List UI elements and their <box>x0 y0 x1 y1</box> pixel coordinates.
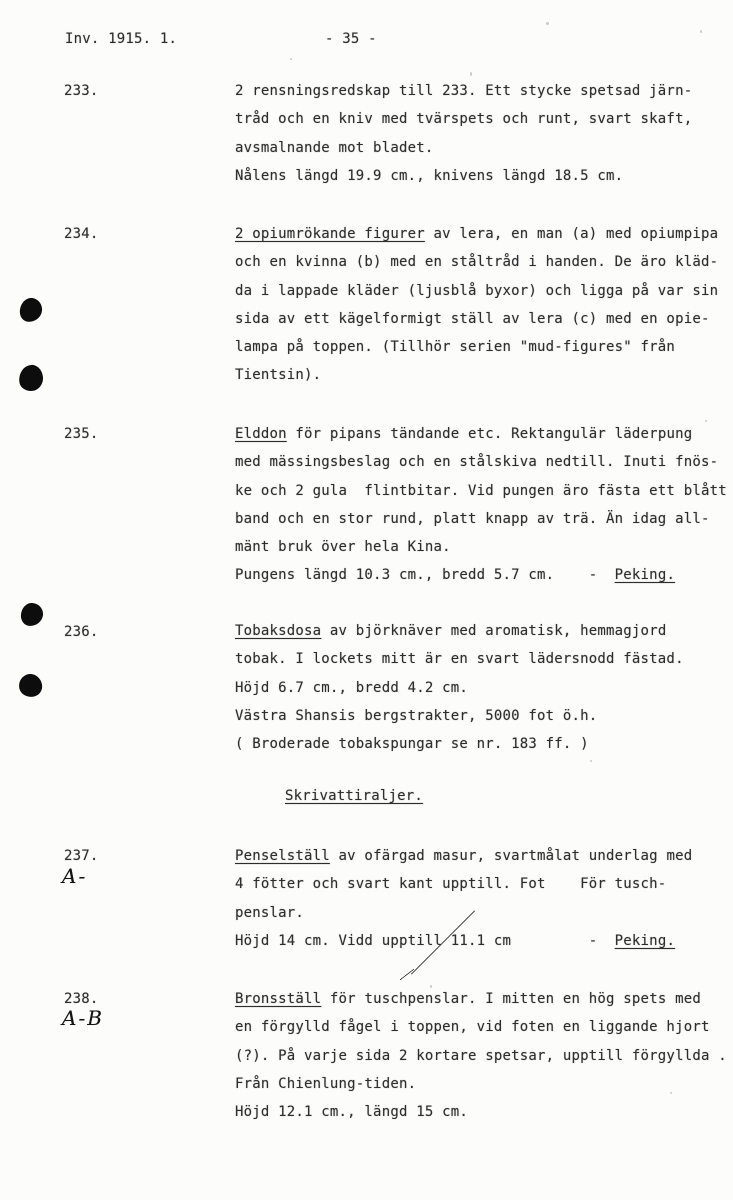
entry-238-number: 238. <box>64 991 99 1007</box>
entry-236-number: 236. <box>64 624 99 640</box>
handwritten-slash-hook-mark <box>400 969 415 981</box>
entry-237-text: Penselställ av ofärgad masur, svartmålat underlag med 4 fötter och svart kant upptill. Fot För tusch- penslar. Höjd 14 cm. Vidd upptill 11.1 cm - Peking. <box>235 848 693 949</box>
scan-speck <box>430 985 432 988</box>
scan-speck <box>290 58 292 60</box>
entry-233-number: 233. <box>64 83 99 99</box>
scan-speck <box>546 22 549 25</box>
hole-punch-mark <box>17 672 44 699</box>
entry-238-text: Bronsställ för tuschpenslar. I mitten en hög spets med en förgylld fågel i toppen, vid foten en liggande hjort (?). På varje sida 2 kortare spetsar, upptill förgyllda . Från Chienlung-tiden. Höjd 12.1 cm., längd 15 cm. <box>235 991 727 1121</box>
entry-237-number: 237. <box>64 848 99 864</box>
entry-238-annotation-handwritten: A-B <box>62 1006 104 1030</box>
hole-punch-mark <box>18 297 43 324</box>
entry-236-text: Tobaksdosa av björknäver med aromatisk, hemmagjord tobak. I lockets mitt är en svart lädersnodd fästad. Höjd 6.7 cm., bredd 4.2 cm. Västra Shansis bergstrakter, 5000 fot ö.h. ( Broderade tobakspungar se nr. 183 ff. ) <box>235 623 684 753</box>
scan-speck <box>705 420 707 422</box>
entry-233-text: 2 rensningsredskap till 233. Ett stycke spetsad järn- tråd och en kniv med tvärspets och runt, svart skaft, avsmalnande mot bladet. Nålens längd 19.9 cm., knivens längd 18.5 cm. <box>235 83 693 184</box>
scan-speck <box>470 72 472 76</box>
scan-speck <box>700 30 702 33</box>
entry-234-number: 234. <box>64 226 99 242</box>
entry-235-text: Elddon för pipans tändande etc. Rektangulär läderpung med mässingsbeslag och en stålskiva nedtill. Inuti fnös- ke och 2 gula flintbitar. Vid pungen äro fästa ett blått band och en stor rund, platt knapp av trä. Än idag all- mänt bruk över hela Kina. Pungens längd 10.3 cm., bredd 5.7 cm. - Peking. <box>235 426 727 584</box>
entry-235-number: 235. <box>64 426 99 442</box>
section-heading <box>285 782 423 810</box>
inventory-label: Inv. 1915. 1. <box>65 31 178 47</box>
entry-237-annotation-handwritten: A- <box>62 864 88 888</box>
hole-punch-mark <box>18 364 45 392</box>
hole-punch-mark <box>20 602 44 626</box>
scan-speck <box>590 760 592 762</box>
scan-speck <box>670 1092 672 1094</box>
entry-234-text: 2 opiumrökande figurer av lera, en man (a) med opiumpipa och en kvinna (b) med en ståltråd i handen. De äro kläd- da i lappade kläder (ljusblå byxor) och ligga på var sin sida av ett kägelformigt ställ av lera (c) med en opie- lampa på toppen. (Tillhör serien "mud-figures" från Tientsin). <box>235 226 719 384</box>
page-number: - 35 - <box>325 31 377 47</box>
section-heading-label: Skrivattiraljer. <box>285 788 424 804</box>
